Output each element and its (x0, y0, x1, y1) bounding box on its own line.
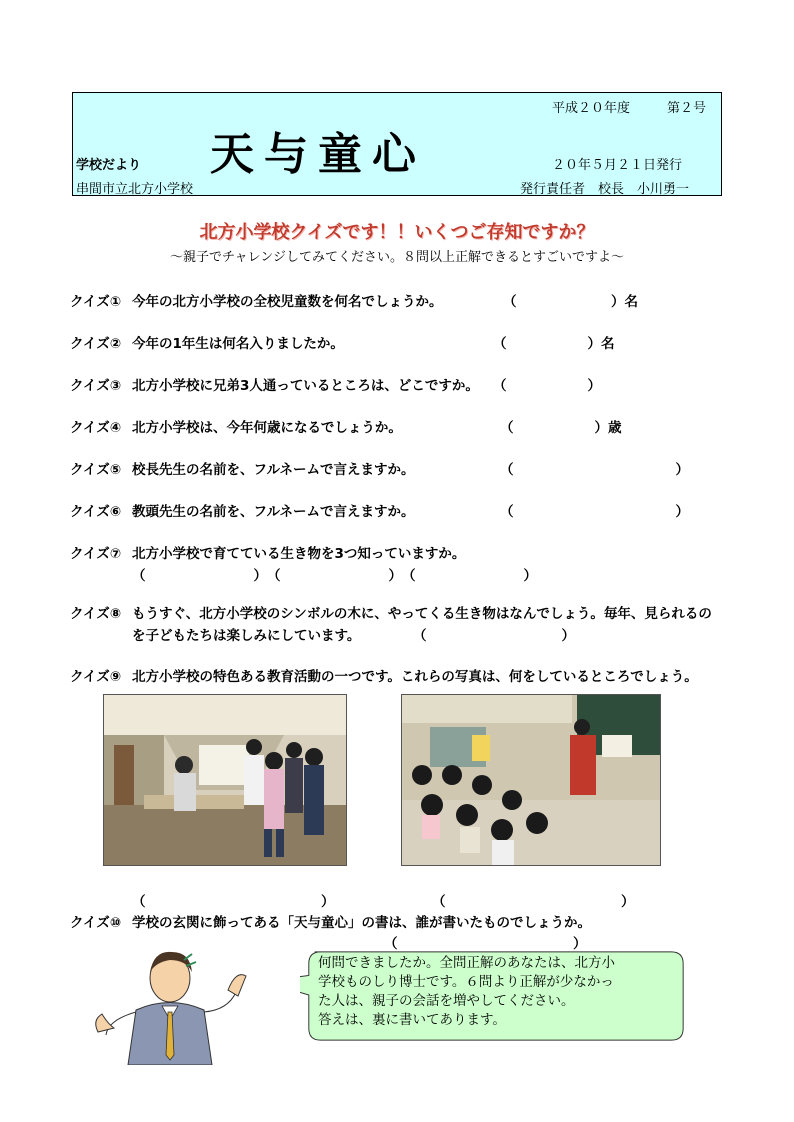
quiz-label: クイズ⑩ (70, 915, 122, 931)
quiz-label: クイズ⑥ (70, 504, 122, 520)
answer-blank-5[interactable]: （ ） (500, 462, 689, 478)
school-name: 串間市立北方小学校 (76, 182, 194, 197)
bubble-line-3: た人は、親子の会話を増やしてください。 (318, 993, 575, 1009)
quiz-question: 北方小学校に兄弟3人通っているところは、どこですか。 (132, 378, 479, 394)
answer-blank-9b[interactable]: （ ） (432, 894, 635, 910)
bubble-line-4: 答えは、裏に書いてあります。 (318, 1012, 506, 1028)
quiz-item-10 (70, 911, 591, 931)
quiz-item-2 (70, 332, 344, 352)
quiz-question: 今年の北方小学校の全校児童数を何名でしょうか。 (132, 294, 443, 310)
quiz-headline: 北方小学校クイズです！！いくつご存知ですか？ (199, 222, 595, 243)
quiz-question: 教頭先生の名前を、フルネームで言えますか。 (132, 504, 415, 520)
quiz-label: クイズ⑦ (70, 546, 122, 562)
publisher: 発行責任者 校長 小川勇一 (520, 182, 690, 197)
issue-date: ２０年５月２１日発行 (552, 158, 683, 173)
quiz-question: 今年の1年生は何名入りましたか。 (132, 336, 344, 352)
quiz-item-9 (70, 665, 698, 685)
newsletter-label: 学校だより (76, 158, 142, 173)
quiz-item-4 (70, 416, 402, 436)
quiz-item-1 (70, 290, 443, 310)
quiz-question-continued: を子どもたちは楽しみにしています。 (132, 628, 361, 644)
answer-blank-6[interactable]: （ ） (500, 504, 689, 520)
quiz-subline: ～親子でチャレンジしてみてください。８問以上正解できるとすごいですよ～ (170, 250, 624, 265)
quiz-label: クイズ② (70, 336, 122, 352)
newsletter-title: 天与童心 (210, 129, 426, 180)
quiz-label: クイズ⑧ (70, 606, 122, 622)
quiz-item-7 (70, 542, 465, 562)
photo-storytelling-activity (401, 694, 661, 866)
quiz-question: 北方小学校で育てている生き物を3つ知っていますか。 (132, 546, 466, 562)
quiz-question: 校長先生の名前を、フルネームで言えますか。 (132, 462, 415, 478)
answer-blank-10[interactable]: （ ） (384, 936, 587, 952)
answer-blank-3[interactable]: （ ） (493, 378, 601, 394)
quiz-label: クイズ⑨ (70, 669, 122, 685)
quiz-label: クイズ④ (70, 420, 122, 436)
quiz-label: クイズ③ (70, 378, 122, 394)
quiz-label: クイズ① (70, 294, 122, 310)
quiz-question: もうすぐ、北方小学校のシンボルの木に、やってくる生き物はなんでしょう。毎年、見られるの (132, 606, 712, 622)
photo-hallway-activity (103, 694, 347, 866)
teacher-illustration (88, 940, 258, 1065)
quiz-label: クイズ⑤ (70, 462, 122, 478)
answer-blank-2[interactable]: （ ）名 (493, 336, 615, 352)
quiz-question: 北方小学校の特色ある教育活動の一つです。これらの写真は、何をしているところでしょう。 (132, 669, 698, 685)
answer-blank-8[interactable]: （ ） (413, 628, 575, 644)
bubble-text (318, 954, 678, 1030)
answer-blank-4[interactable]: （ ）歳 (500, 420, 622, 436)
quiz-item-6 (70, 500, 415, 520)
quiz-question: 学校の玄関に飾ってある「天与童心」の書は、誰が書いたものでしょうか。 (132, 915, 591, 931)
bubble-line-2: 学校ものしり博士です。６問より正解が少なかっ (318, 974, 614, 990)
answer-blank-7[interactable]: （ ） （ ） （ ） (132, 568, 537, 584)
issue-year: 平成２０年度 (552, 101, 631, 116)
quiz-item-3 (70, 374, 479, 394)
answer-blank-9a[interactable]: （ ） (132, 894, 335, 910)
bubble-line-1: 何問できましたか。全問正解のあなたは、北方小 (318, 955, 615, 971)
quiz-item-5 (70, 458, 415, 478)
quiz-question: 北方小学校は、今年何歳になるでしょうか。 (132, 420, 402, 436)
quiz-item-8 (70, 602, 712, 622)
answer-blank-1[interactable]: （ ）名 (503, 294, 638, 310)
issue-number: 第２号 (667, 101, 707, 116)
